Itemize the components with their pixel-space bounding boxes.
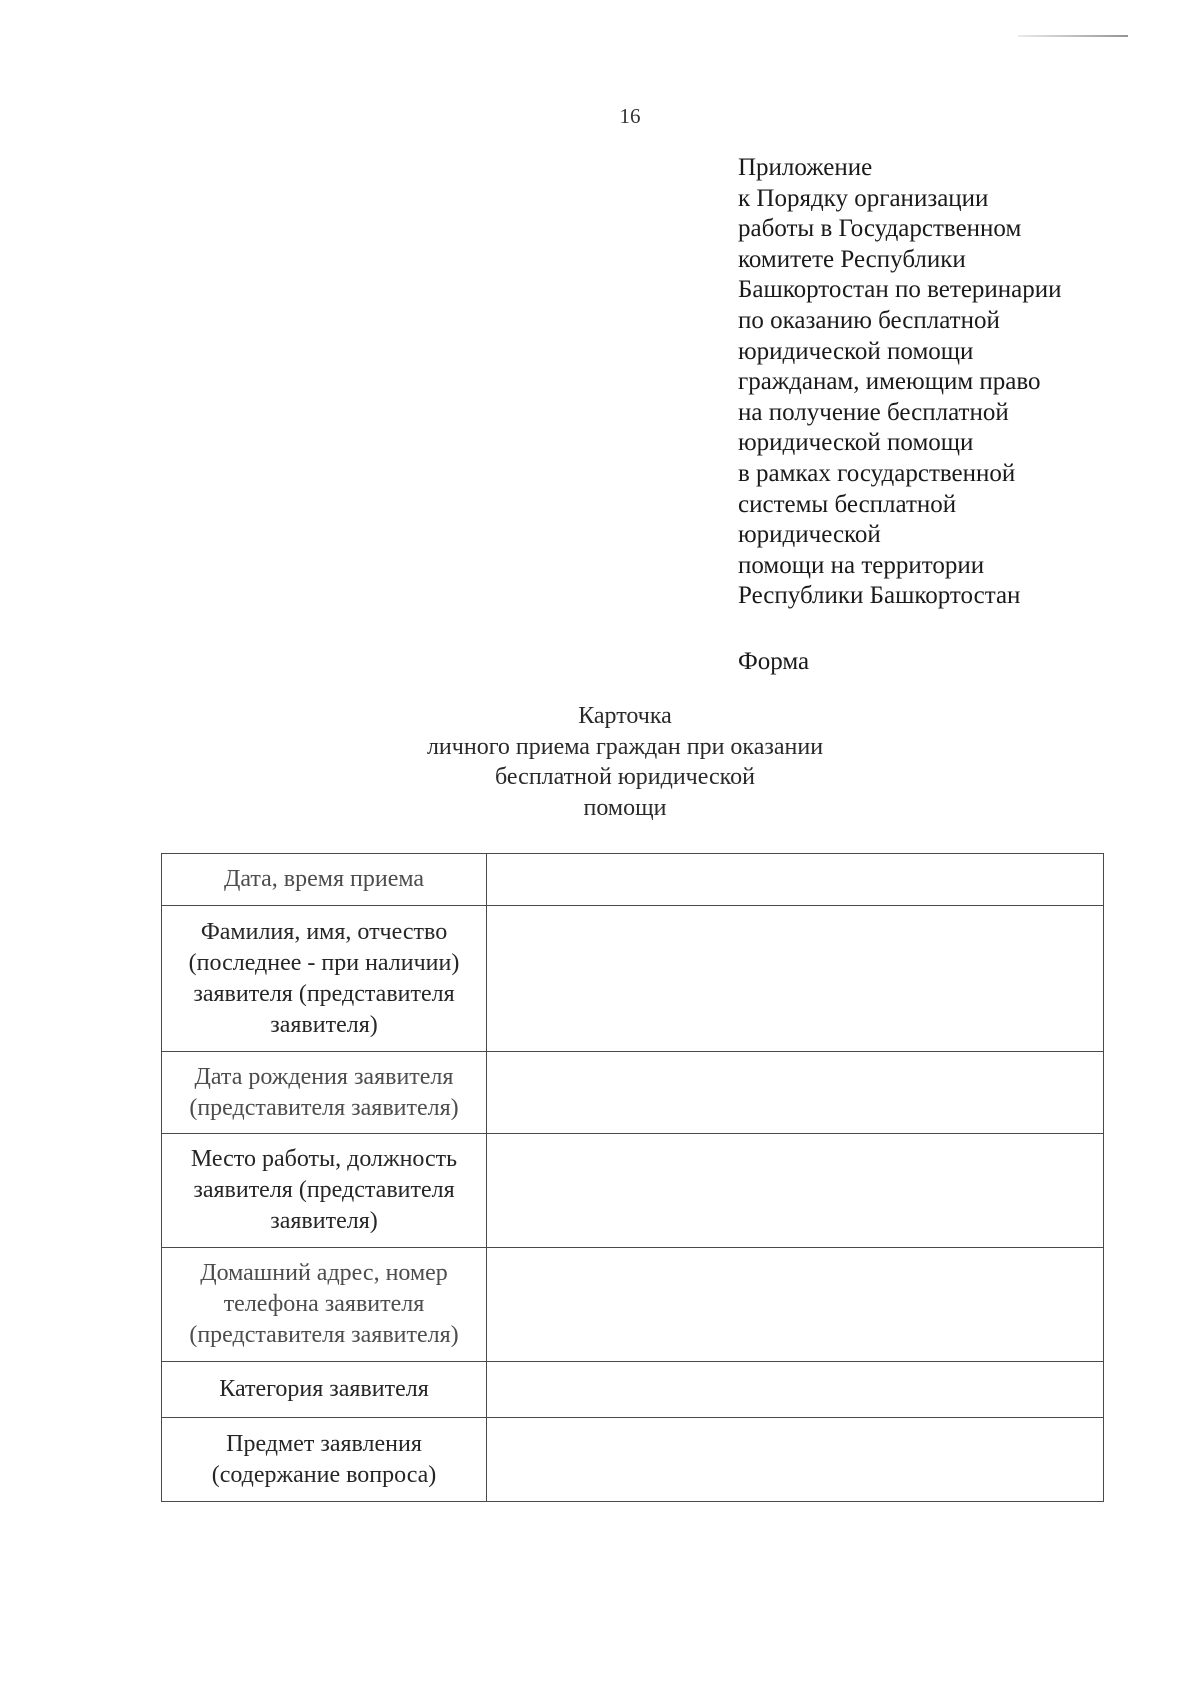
scan-edge-mark — [1018, 35, 1128, 37]
row-label-text: Категория заявителя — [219, 1376, 429, 1402]
appendix-line: к Порядку организации — [738, 184, 989, 212]
appendix-line: Приложение — [738, 154, 873, 181]
appendix-line: комитете Республики — [738, 245, 966, 273]
card-title-line: личного приема граждан при оказании — [426, 733, 824, 760]
appendix-line: юридической помощи — [738, 337, 974, 365]
table-row — [162, 1052, 1104, 1134]
appendix-line: на получение бесплатной — [738, 398, 1009, 426]
row-label-birth-date — [162, 1052, 487, 1134]
row-label-text: Предмет заявления (содержание вопроса) — [211, 1430, 437, 1488]
table-row — [162, 854, 1104, 906]
table-row — [162, 1418, 1104, 1502]
appendix-line: системы бесплатной — [738, 490, 957, 518]
row-label-text: Фамилия, имя, отчество (последнее - при наличии) заявителя (представителя заявителя) — [188, 918, 460, 1038]
row-value-full-name[interactable] — [487, 906, 1104, 1052]
appendix-line: Башкортостан по ветеринарии — [738, 276, 1062, 304]
row-label-workplace — [162, 1134, 487, 1248]
appendix-note — [738, 153, 1178, 612]
appendix-line: гражданам, имеющим право — [738, 368, 1041, 396]
row-value-home-address[interactable] — [487, 1248, 1104, 1362]
table-row — [162, 1248, 1104, 1362]
row-label-text: Домашний адрес, номер телефона заявителя (представителя заявителя) — [189, 1260, 459, 1348]
appendix-line: помощи на территории — [738, 551, 985, 579]
row-value-category[interactable] — [487, 1362, 1104, 1418]
page-number: 16 — [619, 104, 641, 128]
form-label: Форма — [738, 648, 810, 675]
reception-card-table — [161, 853, 1104, 1502]
row-label-home-address — [162, 1248, 487, 1362]
row-label-full-name — [162, 906, 487, 1052]
row-value-birth-date[interactable] — [487, 1052, 1104, 1134]
table-row — [162, 1362, 1104, 1418]
card-title-line: помощи — [583, 794, 667, 821]
appendix-line: Республики Башкортостан — [738, 582, 1021, 610]
row-value-reception-datetime[interactable] — [487, 854, 1104, 906]
appendix-line: работы в Государственном — [738, 215, 1022, 243]
card-title-line: бесплатной юридической — [495, 764, 755, 790]
row-label-text: Дата рождения заявителя (представителя заявителя) — [189, 1063, 459, 1121]
card-title-line: Карточка — [578, 703, 672, 729]
row-value-subject[interactable] — [487, 1418, 1104, 1502]
appendix-line: в рамках государственной — [738, 459, 1016, 487]
appendix-line: юридической помощи — [738, 429, 974, 457]
row-label-category — [162, 1362, 487, 1418]
card-title — [330, 701, 920, 823]
row-label-reception-datetime — [162, 854, 487, 906]
row-value-workplace[interactable] — [487, 1134, 1104, 1248]
table-row — [162, 906, 1104, 1052]
row-label-text: Место работы, должность заявителя (представителя заявителя) — [190, 1146, 458, 1234]
row-label-subject — [162, 1418, 487, 1502]
row-label-text: Дата, время приема — [223, 866, 425, 892]
table-row — [162, 1134, 1104, 1248]
appendix-line: по оказанию бесплатной — [738, 306, 1000, 334]
appendix-line: юридической — [738, 521, 881, 549]
